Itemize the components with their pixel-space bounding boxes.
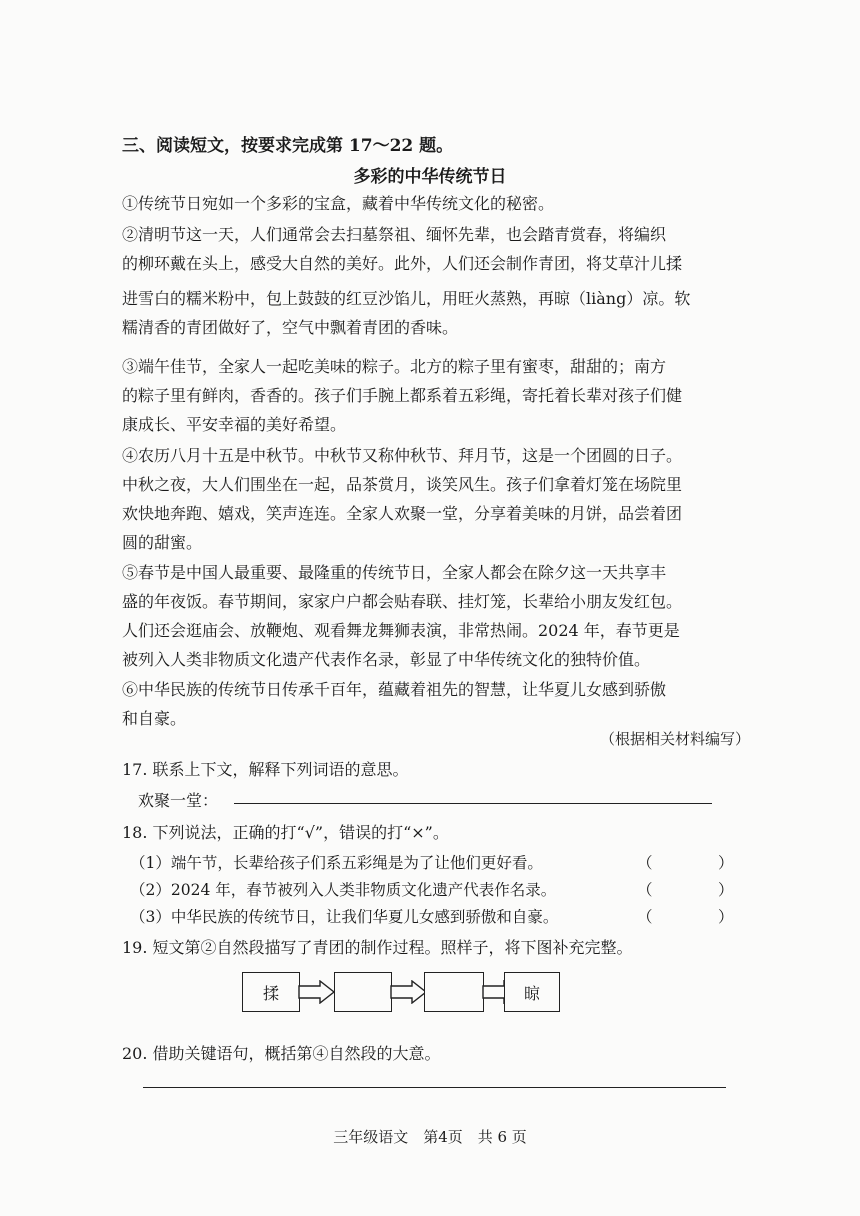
question-18-answer-1[interactable] — [656, 851, 718, 871]
process-box-4: 晾 — [504, 972, 560, 1012]
question-17-answer-line[interactable] — [234, 803, 712, 804]
article-source: （根据相关材料编写） — [599, 730, 750, 748]
arrow-right-icon — [390, 980, 428, 1004]
paragraph-1 — [122, 189, 752, 218]
paragraph-line: 和自豪。 — [122, 709, 187, 728]
section-title: 三、阅读短文，按要求完成第 17～22 题。 — [122, 136, 454, 156]
question-18-item-3: （3）中华民族的传统节日，让我们华夏儿女感到骄傲和自豪。 — [130, 908, 559, 926]
question-18-answer-3[interactable] — [656, 905, 718, 925]
process-box-3[interactable] — [424, 972, 484, 1012]
answer-paren-open: （ — [637, 908, 653, 926]
paragraph-line: ⑥中华民族的传统节日传承千百年，蕴藏着祖先的智慧，让华夏儿女感到骄傲 — [122, 680, 667, 699]
answer-paren-close: ） — [718, 908, 734, 926]
paragraph-line: 人们还会逛庙会、放鞭炮、观看舞龙舞狮表演，非常热闹。2024 年，春节更是 — [122, 621, 680, 640]
question-18-item-1: （1）端午节，长辈给孩子们系五彩绳是为了让他们更好看。 — [130, 854, 543, 872]
paragraph-line: ②清明节这一天，人们通常会去扫墓祭祖、缅怀先辈，也会踏青赏春，将编织 — [122, 225, 667, 244]
paragraph-4 — [122, 441, 752, 557]
paragraph-line: ⑤春节是中国人最重要、最隆重的传统节日，全家人都会在除夕这一天共享丰 — [122, 563, 667, 582]
question-17-term: 欢聚一堂： — [138, 791, 219, 810]
question-19-prompt: 19. 短文第②自然段描写了青团的制作过程。照样子，将下图补充完整。 — [122, 938, 633, 957]
paragraph-line: ①传统节日宛如一个多彩的宝盒，藏着中华传统文化的秘密。 — [122, 194, 555, 213]
paragraph-line: 进雪白的糯米粉中，包上鼓鼓的红豆沙馅儿，用旺火蒸熟，再晾（liàng）凉。软 — [122, 289, 691, 308]
question-18-prompt: 18. 下列说法，正确的打“√”，错误的打“×”。 — [122, 823, 449, 842]
paragraph-line: 的粽子里有鲜肉，香香的。孩子们手腕上都系着五彩绳，寄托着长辈对孩子们健 — [122, 386, 683, 405]
paragraph-5 — [122, 558, 752, 674]
answer-paren-open: （ — [637, 881, 653, 899]
paragraph-6 — [122, 675, 752, 733]
answer-paren-open: （ — [637, 854, 653, 872]
paragraph-line: 糯清香的青团做好了，空气中飘着青团的香味。 — [122, 318, 459, 337]
question-20-prompt: 20. 借助关键语句，概括第④自然段的大意。 — [122, 1044, 441, 1063]
article-title: 多彩的中华传统节日 — [353, 167, 507, 187]
paragraph-line: 盛的年夜饭。春节期间，家家户户都会贴春联、挂灯笼，长辈给小朋友发红包。 — [122, 592, 683, 611]
question-20-answer-line[interactable] — [143, 1087, 726, 1088]
process-box-2[interactable] — [334, 972, 392, 1012]
question-18-answer-2[interactable] — [656, 878, 718, 898]
paragraph-line: ④农历八月十五是中秋节。中秋节又称仲秋节、拜月节，这是一个团圆的日子。 — [122, 446, 683, 465]
answer-paren-close: ） — [718, 854, 734, 872]
paragraph-line: 康成长、平安幸福的美好希望。 — [122, 415, 347, 434]
process-box-1: 揉 — [242, 972, 300, 1012]
paragraph-line: ③端午佳节，全家人一起吃美味的粽子。北方的粽子里有蜜枣，甜甜的；南方 — [122, 357, 667, 376]
question-17-prompt: 17. 联系上下文，解释下列词语的意思。 — [122, 760, 409, 779]
paragraph-line: 圆的甜蜜。 — [122, 533, 203, 552]
arrow-right-icon — [298, 980, 336, 1004]
paragraph-3 — [122, 352, 752, 439]
paragraph-line: 中秋之夜，大人们围坐在一起，品茶赏月，谈笑风生。孩子们拿着灯笼在场院里 — [122, 475, 683, 494]
paragraph-line: 的柳环戴在头上，感受大自然的美好。此外，人们还会制作青团，将艾草汁儿揉 — [122, 254, 683, 273]
answer-paren-close: ） — [718, 881, 734, 899]
paragraph-2 — [122, 220, 752, 342]
page-footer: 三年级语文 第4页 共 6 页 — [333, 1128, 527, 1146]
question-18-item-2: （2）2024 年，春节被列入人类非物质文化遗产代表作名录。 — [130, 881, 557, 899]
paragraph-line: 欢快地奔跑、嬉戏，笑声连连。全家人欢聚一堂，分享着美味的月饼，品尝着团 — [122, 504, 683, 523]
paragraph-line: 被列入人类非物质文化遗产代表作名录，彰显了中华传统文化的独特价值。 — [122, 650, 651, 669]
